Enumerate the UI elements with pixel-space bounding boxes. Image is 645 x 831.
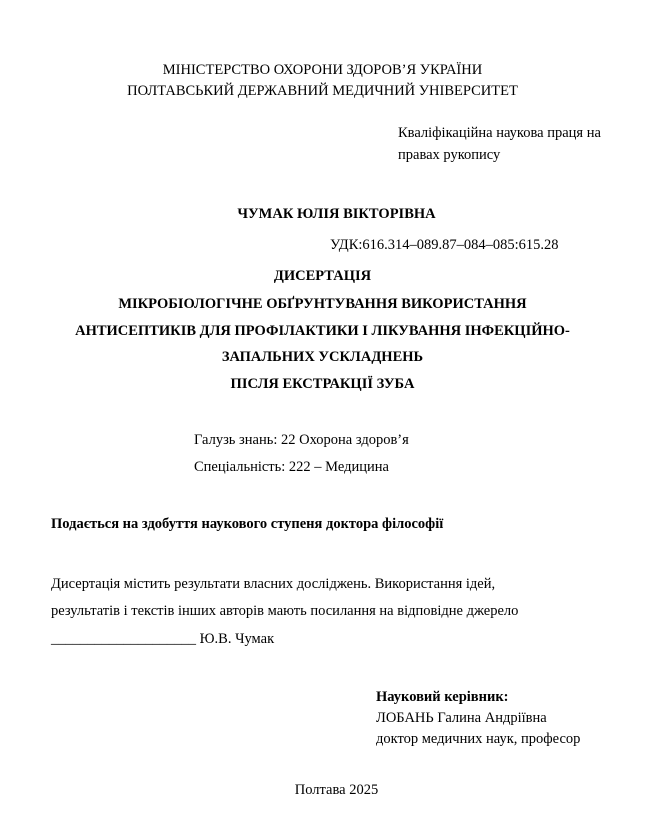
author-signature: ____________________ Ю.В. Чумак bbox=[51, 631, 275, 647]
thesis-title-line1: МІКРОБІОЛОГІЧНЕ ОБҐРУНТУВАННЯ ВИКОРИСТАННЯ bbox=[118, 296, 527, 312]
document-kind: ДИСЕРТАЦІЯ bbox=[273, 268, 372, 284]
thesis-title-line2: АНТИСЕПТИКІВ ДЛЯ ПРОФІЛАКТИКИ І ЛІКУВАННЯ ІНФЕКЦІЙНО- bbox=[75, 323, 570, 339]
thesis-title-line4: ПІСЛЯ ЕКСТРАКЦІЇ ЗУБА bbox=[230, 376, 415, 392]
submission-statement: Подається на здобуття наукового ступеня доктора філософії bbox=[51, 516, 444, 532]
declaration-line1: Дисертація містить результати власних досліджень. Використання ідей, bbox=[51, 576, 496, 592]
ministry-name: МІНІСТЕРСТВО ОХОРОНИ ЗДОРОВ’Я УКРАЇНИ bbox=[162, 62, 483, 78]
supervisor-name: ЛОБАНЬ Галина Андріївна bbox=[376, 710, 547, 726]
knowledge-field: Галузь знань: 22 Охорона здоров’я bbox=[194, 432, 409, 448]
manuscript-note-line2: правах рукопису bbox=[398, 147, 501, 163]
thesis-title-line3: ЗАПАЛЬНИХ УСКЛАДНЕНЬ bbox=[221, 349, 424, 365]
manuscript-note-line1: Кваліфікаційна наукова праця на bbox=[398, 125, 601, 141]
author-name: ЧУМАК ЮЛІЯ ВІКТОРІВНА bbox=[237, 206, 436, 222]
place-year: Полтава 2025 bbox=[294, 782, 379, 798]
university-name: ПОЛТАВСЬКИЙ ДЕРЖАВНИЙ МЕДИЧНИЙ УНІВЕРСИТЕТ bbox=[127, 83, 518, 99]
supervisor-label: Науковий керівник: bbox=[376, 689, 509, 705]
declaration-line2: результатів і текстів інших авторів мають посилання на відповідне джерело bbox=[51, 603, 519, 619]
specialty: Спеціальність: 222 – Медицина bbox=[194, 459, 389, 475]
udc-code: УДК:616.314–089.87–084–085:615.28 bbox=[330, 237, 559, 253]
supervisor-degree: доктор медичних наук, професор bbox=[376, 731, 581, 747]
